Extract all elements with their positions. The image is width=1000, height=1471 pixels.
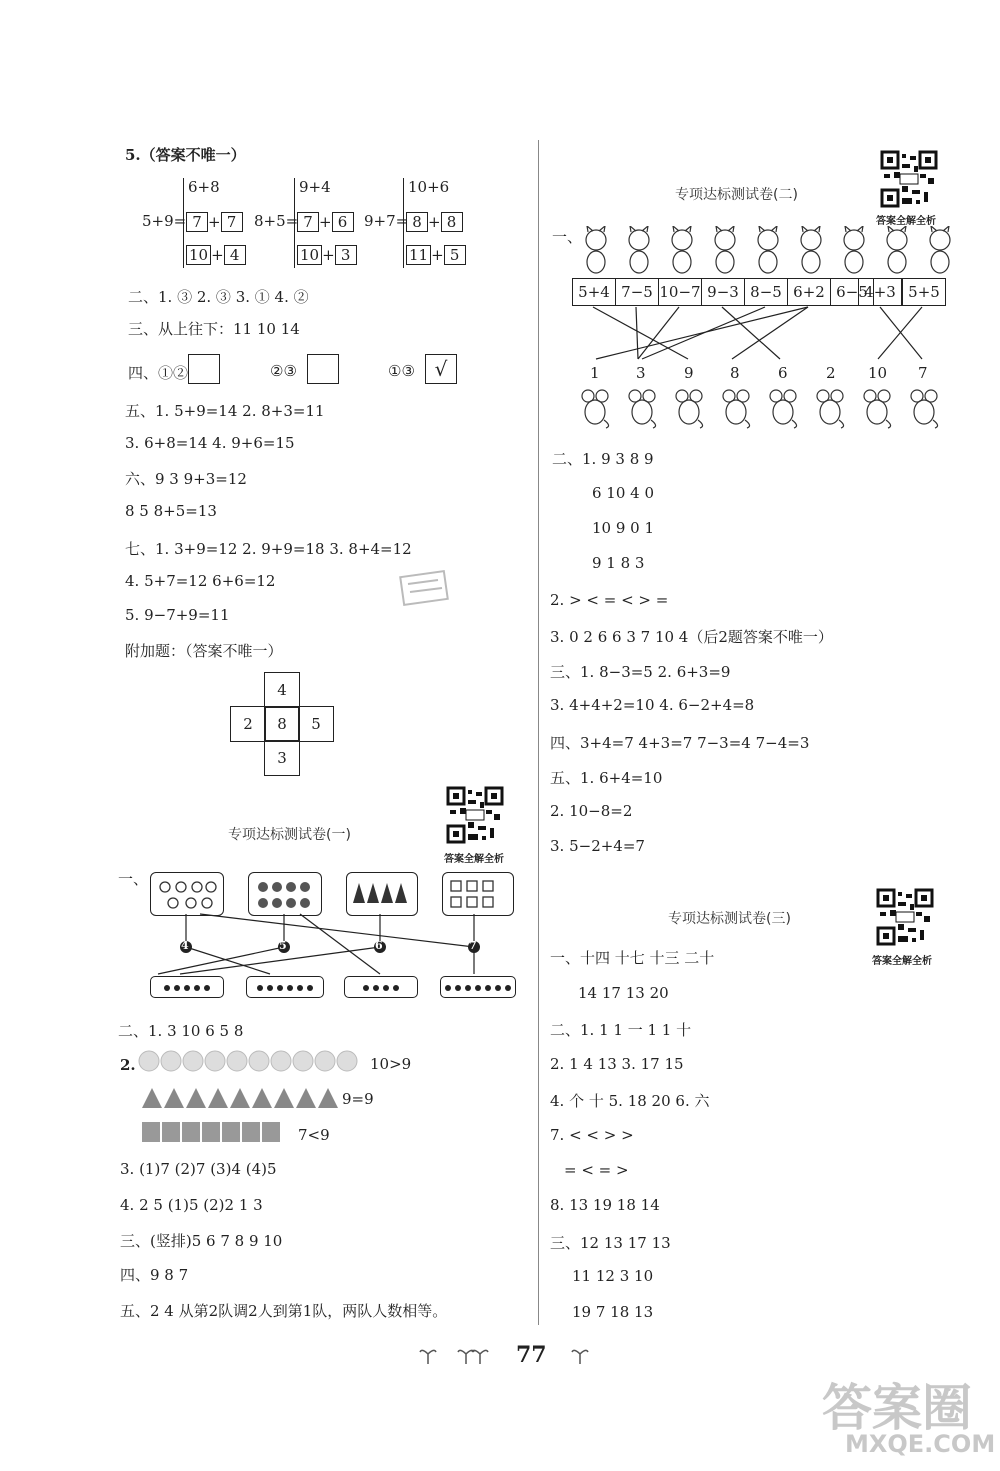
answer-number: 9 xyxy=(684,364,694,382)
sprout-icons xyxy=(418,1344,598,1368)
q5-lhs: 5+9= xyxy=(142,212,187,230)
section-5a: 五、1. 5+9=14 2. 8+3=11 xyxy=(125,402,325,420)
cat-icon xyxy=(887,226,907,273)
expression-box: 7−5 xyxy=(615,278,659,306)
cats-row xyxy=(574,226,954,276)
test1-s1-label: 一、 xyxy=(118,870,149,888)
column-divider xyxy=(538,140,539,1325)
test3-title: 专项达标测试卷(三) xyxy=(668,911,791,927)
test2-s4: 四、3+4=7 4+3=7 7−3=4 7−4=3 xyxy=(550,734,810,752)
mouse-icon xyxy=(770,390,797,428)
cat-icon xyxy=(672,226,692,273)
q5-lhs: 9+7= xyxy=(364,212,409,230)
q5-mid: 7 + 7 xyxy=(186,212,243,232)
test1-s2b-label: 2. xyxy=(120,1056,136,1074)
q5-mid: 7 + 6 xyxy=(297,212,354,232)
test2-s5a: 五、1. 6+4=10 xyxy=(550,769,663,787)
test2-s2-row1: 二、1. 9 3 8 9 xyxy=(552,450,654,468)
compare-2: 9=9 xyxy=(342,1090,374,1108)
test2-s1-label: 一、 xyxy=(552,228,583,246)
expression-box: 5+5 xyxy=(902,278,946,306)
answer-number: 2 xyxy=(826,364,836,382)
expression-box: 10−7 xyxy=(658,278,702,306)
dot-card-4 xyxy=(344,976,418,998)
test3-s2c: 4. 个 十 5. 18 20 6. 六 xyxy=(550,1092,710,1110)
stamp-doodle-icon xyxy=(398,568,460,610)
q5-top: 9+4 xyxy=(299,178,331,196)
expression-box: 5+4 xyxy=(572,278,616,306)
test1-s4: 4. 2 5 (1)5 (2)2 1 3 xyxy=(120,1196,263,1214)
mouse-icon xyxy=(629,390,656,428)
brace xyxy=(294,178,295,268)
answer-number: 6 xyxy=(778,364,788,382)
expression-box: 8−5 xyxy=(744,278,788,306)
test2-s5b: 2. 10−8=2 xyxy=(550,802,633,820)
cross-center: 8 xyxy=(264,706,300,742)
answer-box-empty xyxy=(188,354,220,384)
test1-s2a: 二、1. 3 10 6 5 8 xyxy=(118,1022,244,1040)
q5-lhs: 8+5= xyxy=(254,212,299,230)
mouse-icon xyxy=(864,390,891,428)
mouse-icon xyxy=(911,390,938,428)
test3-s2a: 二、1. 1 1 一 1 1 十 xyxy=(550,1021,692,1039)
apples-icon xyxy=(249,873,321,915)
test3-s3a: 三、12 13 17 13 xyxy=(550,1234,671,1252)
watermark-logo: 答案圈 xyxy=(822,1379,972,1437)
expression-box: 9−3 xyxy=(701,278,745,306)
test2-s5c: 3. 5−2+4=7 xyxy=(550,837,645,855)
test2-s2-row3: 10 9 0 1 xyxy=(592,519,655,537)
section-4-label-3: ①③ xyxy=(388,362,415,380)
section-5b: 3. 6+8=14 4. 9+6=15 xyxy=(125,434,295,452)
test3-s1a: 一、十四 十七 十三 二十 xyxy=(550,949,715,967)
q5-top: 6+8 xyxy=(188,178,220,196)
test2-s2-2: 2. > < = < > = xyxy=(550,591,669,609)
q5-bot: 10 + 3 xyxy=(297,245,357,265)
dot-card-6 xyxy=(246,976,324,998)
answer-number: 10 xyxy=(868,364,888,382)
test3-s3b: 11 12 3 10 xyxy=(572,1267,654,1285)
watermark-url: MXQE.COM xyxy=(845,1430,996,1458)
qr-code-icon xyxy=(880,150,938,208)
section-4-label-1: 四、①② xyxy=(128,364,189,382)
animals-icon xyxy=(151,873,223,915)
expression-box: 4+3 xyxy=(858,278,902,306)
cat-icon xyxy=(715,226,735,273)
section-2: 二、1. ③ 2. ③ 3. ① 4. ② xyxy=(128,288,309,306)
page-number: 77 xyxy=(516,1342,547,1368)
test1-title: 专项达标测试卷(一) xyxy=(228,827,351,843)
test2-s2-row2: 6 10 4 0 xyxy=(592,484,655,502)
compare-3: 7<9 xyxy=(298,1126,330,1144)
section-7b: 4. 5+7=12 6+6=12 xyxy=(125,572,276,590)
answer-number: 3 xyxy=(636,364,646,382)
q5-mid: 8 + 8 xyxy=(406,212,463,232)
node-number: 5 xyxy=(279,939,287,952)
qr-caption: 答案全解全析 xyxy=(876,216,936,227)
cross-top: 4 xyxy=(264,672,300,708)
cross-left: 2 xyxy=(230,706,266,742)
node-number: 6 xyxy=(375,939,383,952)
answer-box-empty xyxy=(307,354,339,384)
cat-icon xyxy=(586,226,606,273)
cat-icon xyxy=(844,226,864,273)
dot-card-5 xyxy=(150,976,224,998)
expression-box: 6+2 xyxy=(787,278,831,306)
section-6b: 8 5 8+5=13 xyxy=(125,502,217,520)
extra-heading: 附加题：（答案不唯一） xyxy=(125,642,283,660)
test1-s4b: 四、9 8 7 xyxy=(120,1266,189,1284)
trees-icon xyxy=(347,873,417,915)
test3-s2d: 7. < < > > xyxy=(550,1126,634,1144)
cat-icon xyxy=(930,226,950,273)
expression-box: 6−5 xyxy=(830,278,874,306)
test1-s5: 五、2 4 从第2队调2人到第1队，两队人数相等。 xyxy=(120,1302,448,1320)
section-7a: 七、1. 3+9=12 2. 9+9=18 3. 8+4=12 xyxy=(125,540,412,558)
test2-s2-row4: 9 1 8 3 xyxy=(592,554,645,572)
qr-code-icon xyxy=(876,888,934,946)
test3-s2b: 2. 1 4 13 3. 17 15 xyxy=(550,1055,684,1073)
test2-title: 专项达标测试卷(二) xyxy=(675,187,798,203)
test3-s2f: 8. 13 19 18 14 xyxy=(550,1196,660,1214)
cross-right: 5 xyxy=(298,706,334,742)
q5-heading: 5.（答案不唯一） xyxy=(125,146,246,164)
mice-row xyxy=(576,386,952,430)
test1-s3b: 三、(竖排)5 6 7 8 9 10 xyxy=(120,1232,283,1250)
matching-lines xyxy=(572,305,952,365)
section-4-label-2: ②③ xyxy=(270,362,297,380)
test1-s3: 3. (1)7 (2)7 (3)4 (4)5 xyxy=(120,1160,277,1178)
brace xyxy=(403,178,404,268)
cat-icon xyxy=(801,226,821,273)
mouse-icon xyxy=(582,390,609,428)
test3-s3c: 19 7 18 13 xyxy=(572,1303,654,1321)
test3-s1b: 14 17 13 20 xyxy=(578,984,669,1002)
mouse-icon xyxy=(676,390,703,428)
cross-bottom: 3 xyxy=(264,740,300,776)
test2-s3a: 三、1. 8−3=5 2. 6+3=9 xyxy=(550,663,731,681)
q5-top: 10+6 xyxy=(408,178,450,196)
mouse-icon xyxy=(723,390,750,428)
test3-s2e: = < = > xyxy=(564,1161,629,1179)
q5-bot: 11 + 5 xyxy=(406,245,466,265)
answer-number: 8 xyxy=(730,364,740,382)
cat-icon xyxy=(758,226,778,273)
dot-card-7 xyxy=(440,976,516,998)
test2-s3b: 3. 4+4+2=10 4. 6−2+4=8 xyxy=(550,696,755,714)
brace xyxy=(183,178,184,268)
node-number: 4 xyxy=(181,939,189,952)
qr-caption: 答案全解全析 xyxy=(444,854,504,865)
section-6a: 六、9 3 9+3=12 xyxy=(125,470,247,488)
answer-number: 1 xyxy=(590,364,600,382)
node-number: 7 xyxy=(469,939,477,952)
test2-s2-3: 3. 0 2 6 6 3 7 10 4（后2题答案不唯一） xyxy=(550,628,833,646)
qr-caption: 答案全解全析 xyxy=(872,956,932,967)
check-mark-icon: √ xyxy=(425,354,457,384)
section-3: 三、从上往下：11 10 14 xyxy=(128,320,300,338)
cat-icon xyxy=(629,226,649,273)
qr-code-icon xyxy=(446,786,504,844)
section-7c: 5. 9−7+9=11 xyxy=(125,606,230,624)
cups-icon xyxy=(443,873,513,915)
mouse-icon xyxy=(817,390,844,428)
compare-1: 10>9 xyxy=(370,1055,412,1073)
q5-bot: 10 + 4 xyxy=(186,245,246,265)
answer-number: 7 xyxy=(918,364,928,382)
